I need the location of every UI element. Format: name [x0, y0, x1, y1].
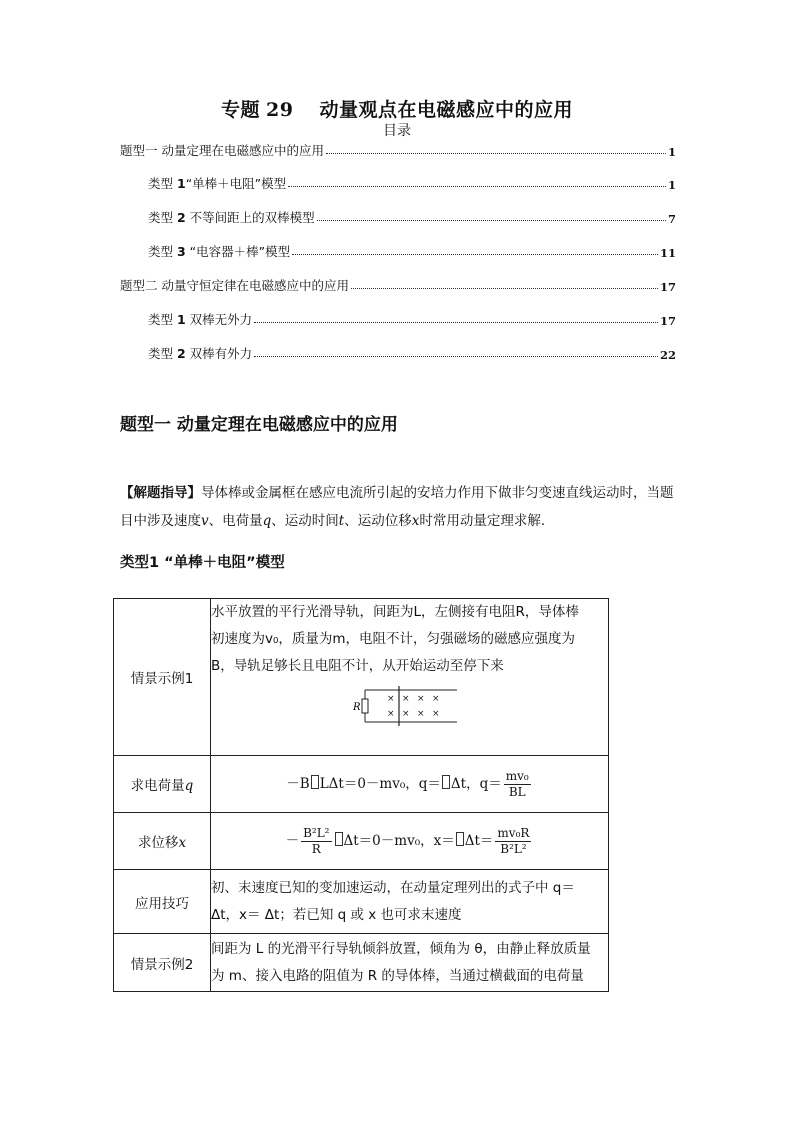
svg-text:×: ×	[432, 694, 440, 704]
row-label: 应用技巧	[114, 870, 211, 934]
section-heading: 题型一 动量定理在电磁感应中的应用	[120, 415, 398, 435]
toc-item[interactable]: 题型一 动量定理在电磁感应中的应用 1	[120, 143, 676, 159]
model-table	[113, 598, 609, 992]
rail-diagram	[351, 684, 471, 728]
toc-item[interactable]: 类型 1 双棒无外力 17	[148, 312, 676, 328]
row-label: 求电荷量q	[114, 756, 211, 813]
toc-item[interactable]: 类型 2 不等间距上的双棒模型 7	[148, 210, 676, 226]
toc-heading: 目录	[383, 123, 411, 139]
toc-item[interactable]: 类型 2 双棒有外力 22	[148, 346, 676, 362]
scenario-cell: 水平放置的平行光滑导轨，间距为L，左侧接有电阻R，导体棒 初速度为v₀，质量为m，电阻不计，匀强磁场的磁感应强度为 B，导轨足够长且电阻不计，从开始运动至停下来 R × × × × × × × ×	[211, 599, 609, 756]
charge-formula: －B LΔt＝0－mv₀，q＝ Δt，q＝ $\frac{\text{mv₀}}{BL}$	[211, 756, 609, 813]
svg-text:×: ×	[402, 694, 410, 704]
toc-item[interactable]: 类型 1“单棒＋电阻”模型 1	[148, 176, 676, 192]
svg-text:×: ×	[417, 709, 425, 719]
svg-text:×: ×	[432, 709, 440, 719]
resistor-label: R	[353, 702, 361, 713]
row-label: 情景示例1	[114, 599, 211, 756]
type-heading: 类型1 “单棒＋电阻”模型	[120, 555, 285, 571]
displacement-formula: － $\frac{\text{B²L²}}{R}$ Δt＝0－mv₀，x＝ Δt＝ $\frac{\text{mv₀R}}{\text{B²L²}}$	[211, 813, 609, 870]
svg-text:×: ×	[417, 694, 425, 704]
page-title: 专题 29 动量观点在电磁感应中的应用	[221, 99, 573, 121]
toc-item[interactable]: 题型二 动量守恒定律在电磁感应中的应用 17	[120, 278, 676, 294]
magnetic-field-marks	[387, 694, 440, 719]
resistor	[362, 699, 368, 713]
svg-text:×: ×	[387, 709, 395, 719]
svg-text:×: ×	[402, 709, 410, 719]
toc-item[interactable]: 类型 3 “电容器＋棒”模型 11	[148, 244, 676, 260]
row-label: 情景示例2	[114, 934, 211, 992]
row-label: 求位移x	[114, 813, 211, 870]
scenario2-cell: 间距为 L 的光滑平行导轨倾斜放置，倾角为 θ，由静止释放质量 为 m、接入电路的阻值为 R 的导体棒，当通过横截面的电荷量	[211, 934, 609, 992]
technique-cell: 初、末速度已知的变加速运动，在动量定理列出的式子中 q＝ Δt，x＝ Δt；若已知 q 或 x 也可求末速度	[211, 870, 609, 934]
svg-text:×: ×	[387, 694, 395, 704]
guide-paragraph: 【解题指导】导体棒或金属框在感应电流所引起的安培力作用下做非匀变速直线运动时，当题目中涉及速度v、电荷量q、运动时间t、运动位移x时常用动量定理求解．	[120, 485, 674, 529]
